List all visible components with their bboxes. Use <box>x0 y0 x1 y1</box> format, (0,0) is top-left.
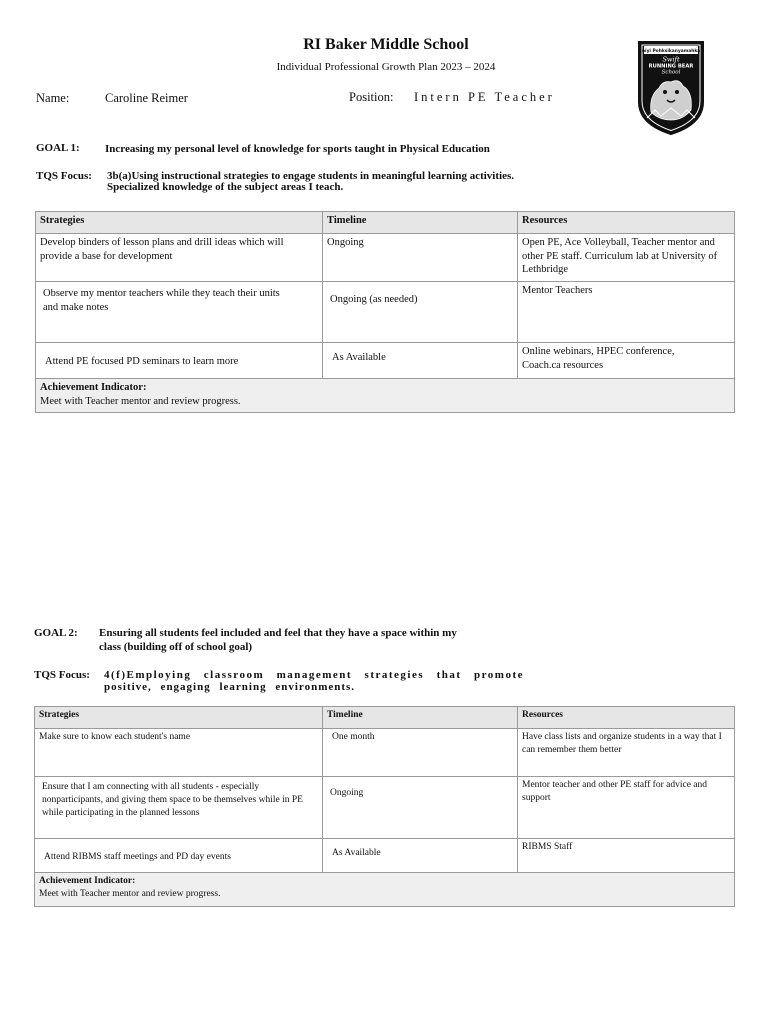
table-row <box>35 777 735 839</box>
goal1-row1-timeline: Ongoing <box>323 234 518 282</box>
position-label: Position: <box>349 90 394 104</box>
goal2-row1-resources: Have class lists and organize students in a way that I can remember them better <box>518 729 735 777</box>
goal1-row2-resources: Mentor Teachers <box>518 282 735 343</box>
table-row <box>36 234 735 282</box>
goal2-row3-timeline: As Available <box>323 839 518 873</box>
goal2-row1-timeline: One month <box>323 729 518 777</box>
goal1-header-timeline: Timeline <box>323 212 518 234</box>
goal1-header-strategies: Strategies <box>36 212 323 234</box>
goal2-label: GOAL 2: <box>34 627 78 639</box>
goal2-row3-strategy: Attend RIBMS staff meetings and PD day events <box>35 839 323 873</box>
logo-name-line2: RUNNING BEAR <box>648 63 694 70</box>
goal2-achievement-cell <box>35 873 735 907</box>
goal2-table <box>34 706 735 907</box>
plan-subtitle: Individual Professional Growth Plan 2023 – 2024 <box>276 61 496 73</box>
goal2-tqs-line1: 4(f)Employing classroom management strategies that promote <box>104 669 524 681</box>
goal1-header-row <box>36 212 735 234</box>
goal2-header-row <box>35 707 735 729</box>
goal1-achievement-cell <box>36 379 735 413</box>
goal2-header-strategies: Strategies <box>35 707 323 729</box>
table-row <box>35 729 735 777</box>
goal2-row3-resources: RIBMS Staff <box>518 839 735 873</box>
goal2-tqs-line2: positive, engaging learning environments. <box>104 681 356 693</box>
goal1-text: Increasing my personal level of knowledge for sports taught in Physical Education <box>105 143 490 155</box>
goal2-text-line2: class (building off of school goal) <box>99 641 253 653</box>
goal1-table <box>35 211 735 413</box>
goal1-row3-resources: Online webinars, HPEC conference, Coach.ca resources <box>518 343 735 379</box>
school-crest-icon <box>637 40 705 136</box>
goal1-header-resources: Resources <box>518 212 735 234</box>
goal2-tqs-label: TQS Focus: <box>34 669 90 681</box>
goal2-achievement-row <box>35 873 735 907</box>
goal2-header-timeline: Timeline <box>323 707 518 729</box>
goal2-row2-strategy: Ensure that I am connecting with all students - especially nonparticipants, and giving them space to be themselves while in PE while participating in the planned lessons <box>35 777 323 839</box>
goal1-row1-resources: Open PE, Ace Volleyball, Teacher mentor and other PE staff. Curriculum lab at University of Lethbridge <box>518 234 735 282</box>
goal2-achievement-label: Achievement Indicator: <box>39 876 136 886</box>
position-value: Intern PE Teacher <box>414 90 555 104</box>
goal2-text-line1: Ensuring all students feel included and feel that they have a space within my <box>99 627 457 639</box>
goal1-achievement-row <box>36 379 735 413</box>
table-row <box>35 839 735 873</box>
goal1-achievement-label: Achievement Indicator: <box>40 382 147 393</box>
goal1-row2-timeline: Ongoing (as needed) <box>323 282 518 343</box>
goal2-achievement-text: Meet with Teacher mentor and review progress. <box>39 889 221 899</box>
goal1-row2-strategy: Observe my mentor teachers while they teach their units and make notes <box>36 282 323 343</box>
goal1-row3-strategy: Attend PE focused PD seminars to learn more <box>36 343 323 379</box>
name-value: Caroline Reimer <box>105 91 188 105</box>
table-row <box>36 282 735 343</box>
goal1-label: GOAL 1: <box>36 142 80 154</box>
goal1-tqs-line1: 3b(a)Using instructional strategies to engage students in meaningful learning activities. <box>107 170 514 182</box>
name-label: Name: <box>36 91 70 105</box>
goal2-header-resources: Resources <box>518 707 735 729</box>
logo-name-line1: Swift <box>662 55 680 64</box>
goal1-achievement-text: Meet with Teacher mentor and review progress. <box>40 395 241 407</box>
goal1-tqs-line2: Specialized knowledge of the subject areas I teach. <box>107 181 344 193</box>
goal2-row2-timeline: Ongoing <box>323 777 518 839</box>
logo-top-text: Iiniyi Pohksikanyamahkaa <box>638 49 704 55</box>
table-row <box>36 343 735 379</box>
goal1-tqs-label: TQS Focus: <box>36 170 92 182</box>
logo-name-line3: School <box>661 69 681 76</box>
goal1-row3-timeline: As Available <box>323 343 518 379</box>
school-title: RI Baker Middle School <box>303 36 469 53</box>
goal1-row1-strategy: Develop binders of lesson plans and drill ideas which will provide a base for development <box>36 234 323 282</box>
goal2-row1-strategy: Make sure to know each student's name <box>35 729 323 777</box>
goal2-row2-resources: Mentor teacher and other PE staff for advice and support <box>518 777 735 839</box>
school-logo <box>637 40 705 136</box>
